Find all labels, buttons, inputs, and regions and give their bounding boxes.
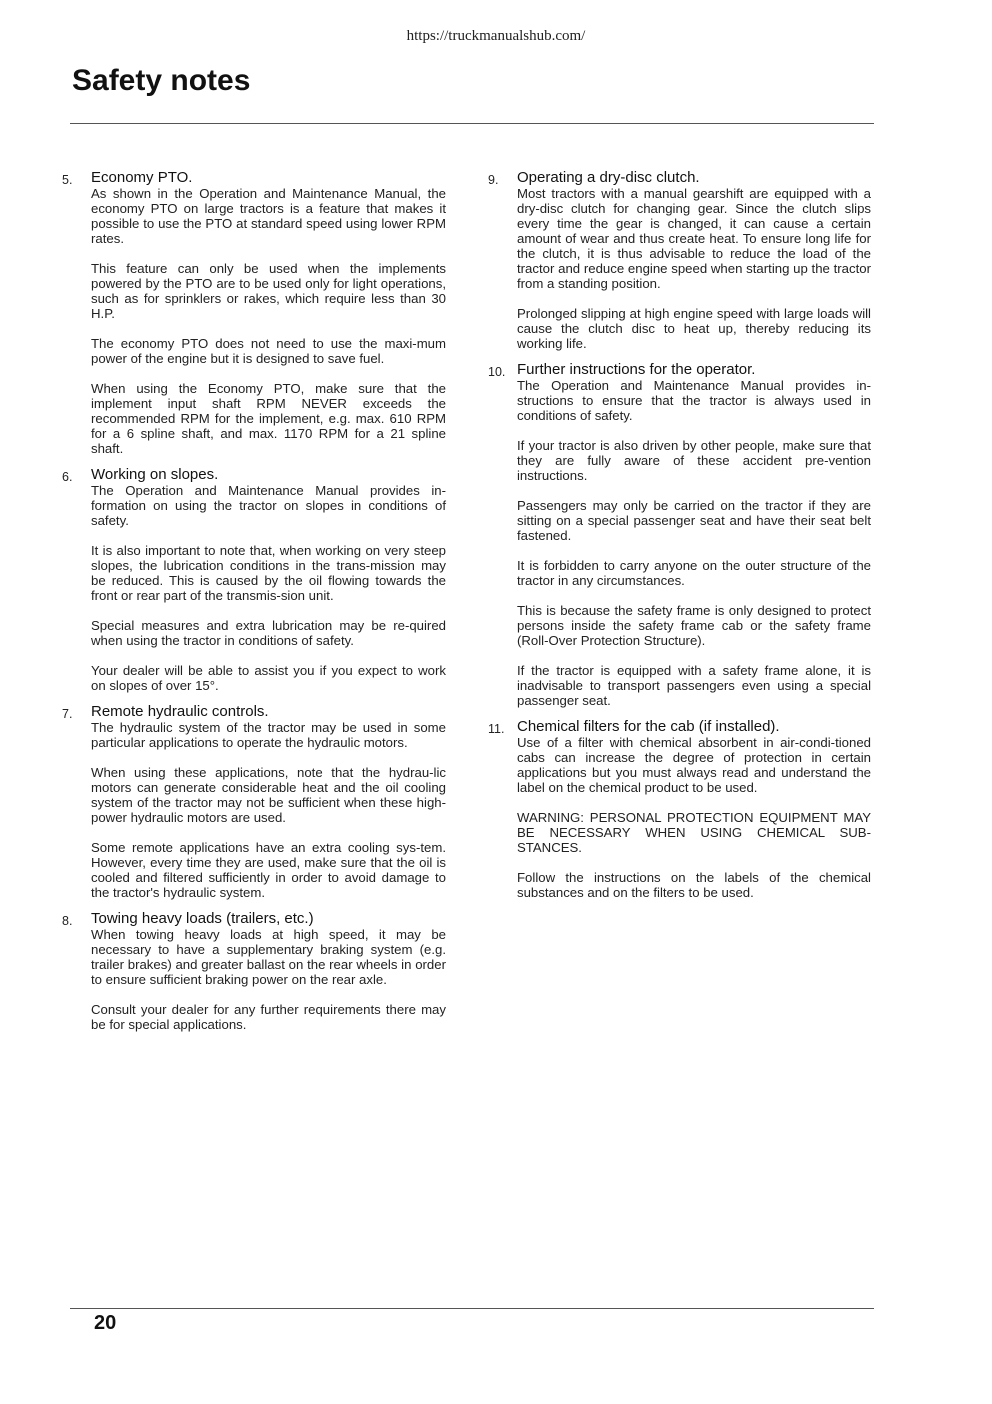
paragraph: The Operation and Maintenance Manual provides in-formation on using the tractor on slopes in conditions of safety. <box>91 483 446 528</box>
section-remote-hydraulic-controls <box>62 704 446 900</box>
paragraph: Most tractors with a manual gearshift are equipped with a dry-disc clutch for changing gear. Since the clutch slips every time the gear is changed, it can cause a certain amount of wear and thus create heat. To ensure long life for the clutch, it is thus advisable to reduce the load of the tractor and reduce engine speed when starting up the tractor from a standing position. <box>517 186 871 291</box>
section-number: 11. <box>488 722 505 736</box>
paragraph: As shown in the Operation and Maintenance Manual, the economy PTO on large tractors is a feature that makes it possible to use the PTO at standard speed using lower RPM rates. <box>91 186 446 246</box>
paragraph: The Operation and Maintenance Manual provides in-structions to ensure that the tractor is always used in conditions of safety. <box>517 378 871 423</box>
paragraph: Your dealer will be able to assist you if you expect to work on slopes of over 15°. <box>91 663 446 693</box>
paragraph: The economy PTO does not need to use the maxi-mum power of the engine but it is designed to save fuel. <box>91 336 446 366</box>
page-title: Safety notes <box>72 64 251 97</box>
section-heading: Further instructions for the operator. <box>517 361 756 378</box>
paragraph: When using the Economy PTO, make sure that the implement input shaft RPM NEVER exceeds the recommended RPM for the implement, e.g. max. 610 RPM for a 6 spline shaft, and max. 1170 RPM for a 21 spline shaft. <box>91 381 446 456</box>
section-working-on-slopes <box>62 467 446 693</box>
section-dry-disc-clutch <box>488 170 871 351</box>
paragraph: Use of a filter with chemical absorbent in air-condi-tioned cabs can increase the degree of protection in certain applications but you must always read and understand the label on the chemical product to be used. <box>517 735 871 795</box>
section-heading: Towing heavy loads (trailers, etc.) <box>91 910 314 927</box>
section-number: 6. <box>62 470 73 484</box>
section-further-instructions <box>488 362 871 708</box>
right-column <box>488 170 871 911</box>
source-url[interactable]: https://truckmanualshub.com/ <box>406 28 586 44</box>
section-heading: Chemical filters for the cab (if installed). <box>517 718 780 735</box>
section-number: 8. <box>62 914 73 928</box>
section-heading: Economy PTO. <box>91 169 193 186</box>
paragraph: If your tractor is also driven by other people, make sure that they are fully aware of these accident pre-vention instructions. <box>517 438 871 483</box>
section-heading: Working on slopes. <box>91 466 219 483</box>
section-chemical-filters <box>488 719 871 900</box>
section-number: 10. <box>488 365 506 379</box>
paragraph: Consult your dealer for any further requirements there may be for special applications. <box>91 1002 446 1032</box>
paragraph: It is also important to note that, when working on very steep slopes, the lubrication conditions in the trans-mission may be reduced. This is caused by the oil flowing towards the front or rear part of the transmis-sion unit. <box>91 543 446 603</box>
paragraph: It is forbidden to carry anyone on the outer structure of the tractor in any circumstances. <box>517 558 871 588</box>
paragraph: If the tractor is equipped with a safety frame alone, it is inadvisable to transport passengers even using a special passenger seat. <box>517 663 871 708</box>
paragraph: The hydraulic system of the tractor may be used in some particular applications to operate the hydraulic motors. <box>91 720 446 750</box>
section-heading: Operating a dry-disc clutch. <box>517 169 700 186</box>
section-number: 5. <box>62 173 73 187</box>
paragraph: When using these applications, note that the hydrau-lic motors can generate considerable heat and the oil cooling system of the tractor may not be sufficient when these high-power hydraulic motors are used. <box>91 765 446 825</box>
section-number: 7. <box>62 707 73 721</box>
paragraph: This feature can only be used when the implements powered by the PTO are to be used only for light operations, such as for sprinklers or rakes, which require less than 30 H.P. <box>91 261 446 321</box>
paragraph: Passengers may only be carried on the tractor if they are sitting on a special passenger seat and have their seat belt fastened. <box>517 498 871 543</box>
warning-paragraph: WARNING: PERSONAL PROTECTION EQUIPMENT MAY BE NECESSARY WHEN USING CHEMICAL SUB-STANCES. <box>517 810 871 855</box>
paragraph: Special measures and extra lubrication may be re-quired when using the tractor in conditions of safety. <box>91 618 446 648</box>
paragraph: When towing heavy loads at high speed, it may be necessary to have a supplementary braking system (e.g. trailer brakes) and greater ballast on the rear wheels in order to ensure sufficient braking power on the rear axle. <box>91 927 446 987</box>
section-towing-heavy-loads <box>62 911 446 1032</box>
paragraph: Prolonged slipping at high engine speed with large loads will cause the clutch disc to heat up, thereby reducing its working life. <box>517 306 871 351</box>
section-number: 9. <box>488 173 499 187</box>
footer-divider <box>70 1308 874 1309</box>
left-column <box>62 170 446 1043</box>
paragraph: Follow the instructions on the labels of the chemical substances and on the filters to be used. <box>517 870 871 900</box>
page-number: 20 <box>94 1312 117 1334</box>
paragraph: Some remote applications have an extra cooling sys-tem. However, every time they are used, make sure that the oil is cooled and filtered sufficiently in order to avoid damage to the tractor's hydraulic system. <box>91 840 446 900</box>
section-economy-pto <box>62 170 446 456</box>
paragraph: This is because the safety frame is only designed to protect persons inside the safety frame cab or the safety frame (Roll-Over Protection Structure). <box>517 603 871 648</box>
header-divider <box>70 123 874 124</box>
section-heading: Remote hydraulic controls. <box>91 703 269 720</box>
